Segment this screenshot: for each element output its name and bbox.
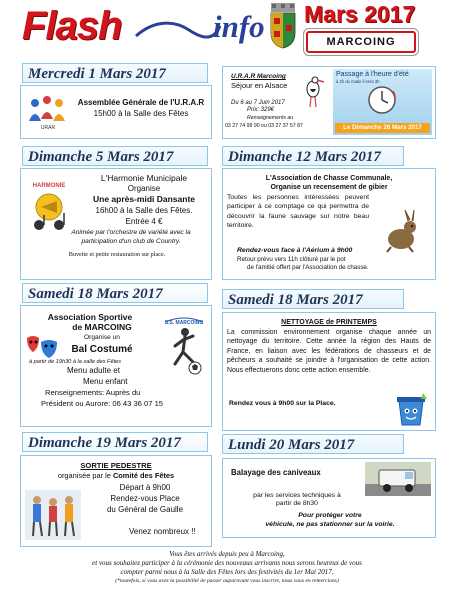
- footer-line-4: (*toutefois, si vous avez la possibilité de passer auparavant vous inscrire, nous vous en remercions): [115, 578, 339, 584]
- event-card-urar-ag: [20, 85, 212, 139]
- sortie-title: SORTIE PEDESTRE: [80, 461, 152, 470]
- sortie-org: Comité des Fêtes: [112, 471, 175, 480]
- balayage-by-2: partir de 8h30: [276, 500, 318, 507]
- event-card-bal-costume: [20, 305, 212, 427]
- sortie-org-pre: organisée par le: [57, 471, 111, 480]
- harmonie-event: Une après-midi Dansante: [92, 194, 196, 204]
- sortie-rdv-2: du Général de Gaulle: [106, 505, 184, 514]
- balayage-by-1: par les services techniques à: [253, 492, 341, 499]
- bal-title-1: Association Sportive: [47, 312, 133, 322]
- flash-title: Flash: [22, 4, 122, 48]
- sortie-rdv-1: Rendez-vous Place: [110, 494, 180, 503]
- event-card-nettoyage: [222, 312, 436, 431]
- masks-icon: [25, 332, 59, 362]
- footer-line-3: compter parmi nous à la Salle des Fêtes lors des festivités du 1er Mai 2017.: [120, 568, 334, 576]
- swoosh-graphic: [134, 18, 222, 40]
- sortie-venez: Venez nombreux !!: [129, 527, 196, 536]
- sortie-org-row: [23, 471, 209, 480]
- chasse-title-2: Organise un recensement de gibier: [270, 184, 388, 191]
- nettoyage-meet: Rendez vous à 9h00 sur la Place.: [229, 400, 336, 407]
- football-club-logo-icon: [161, 314, 207, 378]
- sejour-price: Prix: 329€: [247, 107, 275, 113]
- chasse-meet: Rendez-vous face à l'Aérium à 9h00: [237, 247, 353, 254]
- date-header-5-mars: Dimanche 5 Mars 2017: [22, 146, 208, 166]
- sortie-depart: Départ à 9h00: [119, 483, 171, 492]
- sejour-org: U.R.A.R Marcoing: [231, 73, 286, 80]
- nettoyage-body: La commission environnement organise chaque année un nettoyage du territoire. Cette année la région des Hauts de France, en liaison avec les fédérations de chasseurs et de pêcheurs a souhaité se joindre à l'organisation de cette action. Nous effectuerons donc cette action ensemble.: [227, 329, 431, 374]
- svg-text:S.S. MARCOING: S.S. MARCOING: [164, 320, 204, 326]
- harmonie-music: Animée par l'orchestre de variété avec la participation d'un club de Country.: [71, 229, 191, 245]
- month-title: Mars 2017: [304, 1, 416, 27]
- svg-text:HARMONIE: HARMONIE: [32, 183, 66, 189]
- dst-sub: à 2h du matin il sera 3h: [336, 79, 380, 84]
- date-header-18-mars-a: Samedi 18 Mars 2017: [22, 283, 208, 303]
- coat-of-arms-icon: [269, 3, 297, 49]
- event-card-harmonie: [20, 168, 212, 280]
- bal-organise: Organise un: [84, 334, 120, 341]
- bal-time: à partir de 19h30 à la salle des Fêtes: [29, 359, 122, 365]
- urar-ag-time: 15h00 à la Salle des Fêtes: [93, 109, 189, 118]
- harmonie-refresh: Buvette et petite restauration sur place.: [68, 251, 166, 258]
- sejour-dates: Du 6 au 7 Juin 2017: [231, 100, 285, 106]
- chasse-back-2: de l'amitié offert par l'Association de chasse.: [247, 264, 369, 271]
- urar-ag-title: Assemblée Générale de l'U.R.A.R: [77, 98, 205, 107]
- dst-banner: Le Dimanche 26 Mars 2017: [335, 123, 430, 133]
- harmonie-time: 16h00 à la Salle des Fêtes.: [95, 206, 193, 215]
- harmonie-entry: Entrée 4 €: [125, 217, 163, 226]
- chasse-body: Toutes les personnes intéressées peuvent participer à ce comptage ce qui permettra de découvrir la faune sauvage sur notre beau territoire.: [227, 194, 369, 230]
- bal-info-1: Renseignements: Auprès du: [45, 388, 141, 397]
- harmonie-organise: Organise: [127, 184, 161, 193]
- balayage-warn-2: véhicule, ne pas stationner sur la voirie.: [265, 521, 395, 528]
- stork-icon: [301, 75, 325, 109]
- event-card-balayage: [222, 458, 436, 538]
- bal-title-2: de MARCOING: [72, 322, 132, 332]
- balayage-title: Balayage des caniveaux: [231, 468, 321, 477]
- date-header-12-mars: Dimanche 12 Mars 2017: [222, 146, 404, 166]
- recycling-bin-icon: [393, 389, 429, 427]
- balayage-warn-1: Pour protéger votre: [298, 512, 362, 519]
- footer: [20, 550, 434, 598]
- city-sign: [306, 31, 416, 53]
- hikers-photo-icon: [25, 490, 81, 540]
- chasse-back-1: Retour prévu vers 11h clôturé par le pot: [237, 256, 346, 263]
- bal-menu-1: Menu adulte et: [67, 366, 120, 375]
- date-header-1-mars: Mercredi 1 Mars 2017: [22, 63, 208, 83]
- clock-icon: [367, 85, 397, 115]
- bal-event: Bal Costumé: [71, 344, 133, 355]
- event-card-sejour-alsace: [222, 66, 436, 139]
- footer-line-1: Vous êtes arrivés depuis peu à Marcoing,: [169, 550, 285, 558]
- sejour-info-label: Renseignements au: [247, 115, 294, 121]
- hare-icon: [381, 209, 423, 253]
- bal-menu-2: Menu enfant: [83, 377, 128, 386]
- chasse-title-1: L'Association de Chasse Communale,: [265, 175, 393, 182]
- svg-text:URAR: URAR: [40, 125, 56, 131]
- info-title: info: [213, 9, 265, 44]
- bal-info-2: Président ou Aurore: 06 43 36 07 15: [41, 399, 164, 408]
- street-sweeper-photo-icon: [365, 462, 431, 496]
- harmonie-title: L'Harmonie Municipale: [100, 173, 188, 183]
- sejour-title: Séjour en Alsace: [231, 81, 288, 90]
- dst-panel: [333, 69, 432, 135]
- date-header-20-mars: Lundi 20 Mars 2017: [222, 434, 404, 454]
- dst-title: Passage à l'heure d'été: [336, 71, 409, 78]
- header: [0, 0, 450, 60]
- city-name: MARCOING: [326, 36, 396, 48]
- sejour-phones: 03 27 74 99 90 ou 03 27 37 57 87: [225, 123, 303, 129]
- date-header-18-mars-b: Samedi 18 Mars 2017: [222, 289, 404, 309]
- event-card-chasse: [222, 168, 436, 280]
- nettoyage-title: NETTOYAGE de PRINTEMPS: [281, 319, 377, 326]
- event-card-sortie-pedestre: [20, 455, 212, 547]
- footer-line-2: et vous souhaitez participer à la cérémonie des nouveaux arrivants nous serons heureux de vous: [92, 559, 362, 567]
- urar-logo-icon: [25, 91, 71, 131]
- date-header-19-mars: Dimanche 19 Mars 2017: [22, 432, 208, 452]
